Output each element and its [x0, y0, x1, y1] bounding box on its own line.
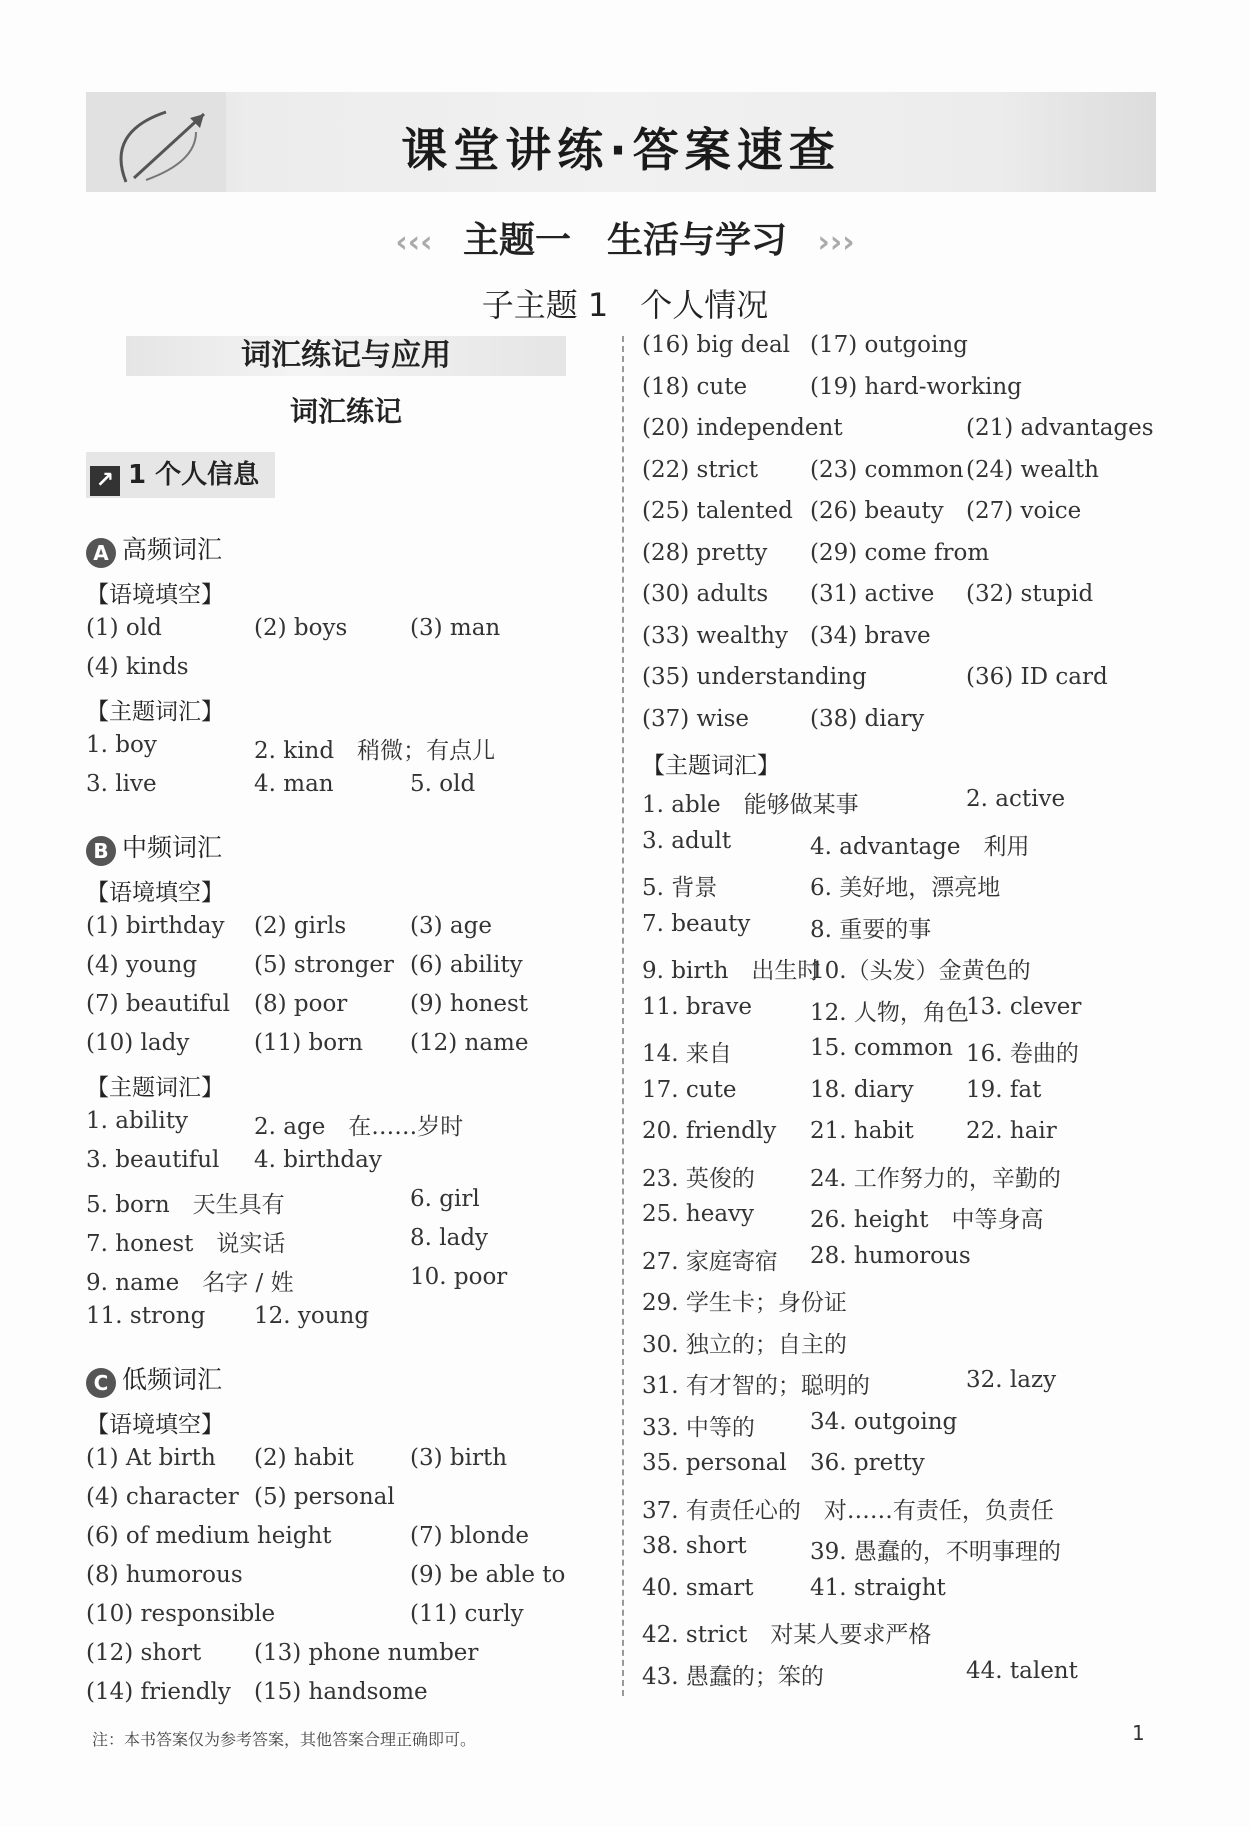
- answer-item: (7) blonde: [410, 1523, 529, 1549]
- answer-item: 28. humorous: [810, 1242, 971, 1269]
- context-fill-label: 【语境填空】: [86, 582, 224, 608]
- a-theme-answers: [86, 732, 606, 810]
- answer-item: 37. 有责任心的 对……有责任，负责任: [642, 1497, 1054, 1524]
- answer-item: (12) short: [86, 1640, 202, 1666]
- answer-item: 36. pretty: [810, 1450, 925, 1476]
- answer-row: [642, 1409, 1162, 1451]
- answer-row: [642, 623, 1162, 665]
- answer-item: (3) man: [410, 615, 501, 641]
- level-c-title: 低频词汇: [122, 1365, 223, 1394]
- answer-item: 3. live: [86, 771, 157, 797]
- answer-item: (26) beauty: [810, 498, 944, 524]
- answer-item: (1) birthday: [86, 913, 225, 939]
- answer-row: [642, 540, 1162, 582]
- answer-item: (1) At birth: [86, 1445, 216, 1471]
- answer-item: (35) understanding: [642, 664, 867, 690]
- answer-item: 18. diary: [810, 1076, 914, 1103]
- answer-item: 17. cute: [642, 1076, 737, 1103]
- answer-item: (11) curly: [410, 1601, 524, 1627]
- answer-item: 31. 有才智的；聪明的: [642, 1373, 870, 1399]
- answer-item: 41. straight: [810, 1574, 946, 1601]
- page-title: 课堂讲练·答案速查: [401, 123, 841, 177]
- answer-row: [642, 415, 1162, 457]
- answer-item: 5. 背景: [642, 875, 718, 901]
- answer-item: (19) hard-working: [810, 373, 1022, 400]
- answer-item: (24) wealth: [966, 456, 1099, 483]
- column-divider: [622, 336, 624, 1696]
- topic-left-deco: ‹‹‹: [395, 225, 433, 260]
- answer-item: (2) boys: [254, 615, 348, 641]
- answer-row: [86, 1445, 606, 1484]
- level-a-heading: [86, 530, 606, 568]
- answer-row: [642, 828, 1162, 870]
- theme-vocab-label: 【主题词汇】: [642, 753, 780, 779]
- c-context-answers-continued: [642, 332, 1162, 747]
- answer-item: 16. 卷曲的: [966, 1041, 1079, 1067]
- answer-item: (17) outgoing: [810, 332, 968, 358]
- answer-row: [642, 1118, 1162, 1160]
- answer-item: (15) handsome: [254, 1679, 428, 1705]
- theme-vocab-label: 【主题词汇】: [86, 1075, 224, 1101]
- answer-row: [86, 913, 606, 952]
- c-theme-answers: [642, 786, 1162, 1699]
- answer-item: 26. height 中等身高: [810, 1207, 1044, 1233]
- answer-item: 8. lady: [410, 1225, 489, 1251]
- answer-item: (20) independent: [642, 415, 843, 441]
- answer-item: 1. ability: [86, 1108, 188, 1134]
- answer-row: [642, 1575, 1162, 1617]
- answer-item: 42. strict 对某人要求严格: [642, 1622, 932, 1648]
- b-theme-answers: [86, 1108, 606, 1342]
- answer-item: (14) friendly: [86, 1679, 231, 1705]
- answer-row: [86, 1303, 606, 1342]
- answer-row: [86, 1679, 606, 1718]
- answer-item: (21) advantages: [966, 415, 1154, 441]
- category-arrow-icon: ↗: [90, 466, 120, 496]
- answer-item: (28) pretty: [642, 539, 768, 566]
- answer-item: 2. active: [966, 786, 1066, 812]
- answer-item: 10. poor: [410, 1264, 508, 1290]
- answer-item: 24. 工作努力的，辛勤的: [810, 1165, 1061, 1192]
- subtopic-heading: 子主题 1 个人情况: [481, 286, 769, 324]
- answer-item: (2) girls: [254, 913, 347, 939]
- answer-row: [86, 1186, 606, 1225]
- answer-item: (7) beautiful: [86, 991, 231, 1017]
- answer-item: (22) strict: [642, 456, 759, 483]
- answer-item: (8) humorous: [86, 1562, 243, 1588]
- answer-item: 32. lazy: [966, 1367, 1057, 1393]
- topic-heading: [0, 212, 1250, 263]
- answer-row: [86, 1225, 606, 1264]
- answer-item: (9) honest: [410, 991, 529, 1017]
- answer-item: (5) stronger: [254, 952, 394, 978]
- answer-item: 12. young: [254, 1303, 370, 1329]
- answer-row: [86, 1264, 606, 1303]
- page-number: 1: [1132, 1721, 1145, 1745]
- answer-item: (32) stupid: [966, 581, 1094, 607]
- answer-item: 4. man: [254, 771, 334, 797]
- answer-row: [642, 952, 1162, 994]
- answer-item: (23) common: [810, 456, 964, 483]
- answer-item: (9) be able to: [410, 1562, 566, 1588]
- answer-item: (27) voice: [966, 498, 1082, 524]
- answer-row: [86, 771, 606, 810]
- answer-item: (4) character: [86, 1484, 239, 1510]
- level-b-heading: [86, 828, 606, 866]
- answer-item: 3. adult: [642, 827, 732, 854]
- level-a-title: 高频词汇: [122, 535, 223, 564]
- answer-item: 40. smart: [642, 1574, 754, 1601]
- answer-row: [642, 1616, 1162, 1658]
- answer-row: [642, 1326, 1162, 1368]
- context-fill-label: 【语境填空】: [86, 1412, 224, 1438]
- b-context-answers: [86, 913, 606, 1069]
- answer-item: 11. brave: [642, 993, 752, 1020]
- answer-item: (29) come from: [810, 539, 990, 566]
- answer-item: 5. born 天生具有: [86, 1192, 285, 1218]
- answer-item: 4. birthday: [254, 1147, 382, 1173]
- answer-row: [642, 457, 1162, 499]
- answer-item: 7. honest 说实话: [86, 1231, 286, 1257]
- answer-item: 6. 美好地，漂亮地: [810, 875, 1001, 901]
- topic-label: 主题一 生活与学习: [462, 220, 787, 261]
- answer-item: (4) young: [86, 952, 198, 978]
- answer-row: [642, 1492, 1162, 1534]
- answer-item: (30) adults: [642, 581, 769, 607]
- answer-item: 39. 愚蠢的，不明事理的: [810, 1539, 1061, 1565]
- answer-row: [642, 1077, 1162, 1119]
- answer-item: 23. 英俊的: [642, 1165, 755, 1192]
- answer-row: [86, 1484, 606, 1523]
- answer-item: 2. kind 稍微；有点儿: [254, 738, 496, 764]
- answer-row: [86, 1562, 606, 1601]
- answer-row: [642, 498, 1162, 540]
- level-c-badge: C: [86, 1368, 116, 1398]
- answer-row: [86, 1601, 606, 1640]
- answer-item: 30. 独立的；自主的: [642, 1331, 847, 1358]
- category-title: [86, 452, 275, 498]
- answer-item: 9. birth 出生时: [642, 958, 821, 984]
- answer-row: [642, 1658, 1162, 1700]
- answer-item: (5) personal: [254, 1484, 395, 1510]
- answer-item: (33) wealthy: [642, 622, 788, 649]
- answer-item: (25) talented: [642, 498, 793, 524]
- answer-item: (34) brave: [810, 622, 931, 649]
- answer-item: (31) active: [810, 581, 935, 607]
- answer-row: [642, 1160, 1162, 1202]
- answer-item: 29. 学生卡；身份证: [642, 1290, 847, 1316]
- answer-item: 11. strong: [86, 1303, 206, 1329]
- answer-row: [642, 994, 1162, 1036]
- answer-row: [86, 615, 606, 654]
- answer-item: 33. 中等的: [642, 1414, 755, 1441]
- answer-item: (36) ID card: [966, 664, 1108, 690]
- answer-item: (6) ability: [410, 952, 523, 978]
- answer-item: (16) big deal: [642, 332, 791, 358]
- answer-row: [642, 581, 1162, 623]
- footnote: 注：本书答案仅为参考答案，其他答案合理正确即可。: [92, 1730, 477, 1749]
- answer-row: [86, 991, 606, 1030]
- answer-row: [642, 706, 1162, 748]
- answer-item: 5. old: [410, 771, 476, 797]
- answer-row: [642, 1284, 1162, 1326]
- answer-row: [642, 786, 1162, 828]
- answer-item: (1) old: [86, 615, 162, 641]
- answer-item: 2. age 在……岁时: [254, 1114, 464, 1140]
- category-label: 1 个人信息: [128, 460, 260, 490]
- answer-row: [642, 1201, 1162, 1243]
- answer-item: 43. 愚蠢的；笨的: [642, 1663, 824, 1690]
- level-c-heading: [86, 1360, 606, 1398]
- answer-row: [86, 1108, 606, 1147]
- c-context-answers: [86, 1445, 606, 1718]
- answer-item: 10.（头发）金黄色的: [810, 958, 1031, 984]
- level-b-badge: B: [86, 836, 116, 866]
- answer-item: (13) phone number: [254, 1640, 479, 1666]
- answer-row: [86, 654, 606, 693]
- answer-row: [642, 1450, 1162, 1492]
- answer-row: [642, 1035, 1162, 1077]
- answer-item: (18) cute: [642, 373, 748, 400]
- answer-item: (8) poor: [254, 991, 348, 1017]
- answer-item: 1. boy: [86, 732, 157, 758]
- answer-row: [86, 732, 606, 771]
- answer-item: 22. hair: [966, 1118, 1057, 1144]
- answer-item: (3) age: [410, 913, 492, 939]
- answer-item: 35. personal: [642, 1450, 787, 1476]
- section-title: 词汇练记与应用: [126, 336, 566, 376]
- answer-item: (4) kinds: [86, 654, 189, 680]
- section-subtitle: 词汇练记: [289, 395, 402, 428]
- answer-item: (10) lady: [86, 1030, 190, 1056]
- header-banner: [86, 92, 1156, 192]
- answer-row: [642, 911, 1162, 953]
- answer-item: (12) name: [410, 1030, 529, 1056]
- level-a-badge: A: [86, 538, 116, 568]
- topic-right-deco: ›››: [817, 225, 855, 260]
- answer-row: [642, 664, 1162, 706]
- answer-item: (6) of medium height: [86, 1523, 332, 1549]
- answer-item: (2) habit: [254, 1445, 354, 1471]
- answer-row: [642, 1533, 1162, 1575]
- answer-row: [86, 1523, 606, 1562]
- answer-item: 14. 来自: [642, 1041, 732, 1067]
- left-column: [86, 332, 606, 1718]
- answer-item: (11) born: [254, 1030, 363, 1056]
- answer-item: 20. friendly: [642, 1118, 777, 1144]
- answer-row: [642, 332, 1162, 374]
- a-context-answers: [86, 615, 606, 693]
- theme-vocab-label: 【主题词汇】: [86, 699, 224, 725]
- answer-item: 8. 重要的事: [810, 916, 932, 943]
- answer-item: 38. short: [642, 1533, 747, 1559]
- answer-item: 27. 家庭寄宿: [642, 1248, 778, 1275]
- answer-item: 6. girl: [410, 1186, 480, 1212]
- answer-item: 15. common: [810, 1035, 953, 1061]
- answer-item: 19. fat: [966, 1076, 1042, 1103]
- answer-row: [86, 1030, 606, 1069]
- answer-row: [86, 1640, 606, 1679]
- answer-item: 7. beauty: [642, 910, 751, 937]
- answer-item: 44. talent: [966, 1657, 1078, 1684]
- answer-item: 34. outgoing: [810, 1408, 958, 1435]
- answer-item: (10) responsible: [86, 1601, 276, 1627]
- answer-row: [86, 952, 606, 991]
- level-b-title: 中频词汇: [122, 833, 223, 862]
- answer-row: [642, 869, 1162, 911]
- answer-item: (38) diary: [810, 705, 925, 732]
- answer-item: (3) birth: [410, 1445, 508, 1471]
- answer-item: 3. beautiful: [86, 1147, 220, 1173]
- answer-row: [642, 374, 1162, 416]
- answer-item: 1. able 能够做某事: [642, 792, 859, 818]
- answer-row: [642, 1243, 1162, 1285]
- answer-item: 13. clever: [966, 993, 1082, 1020]
- answer-item: 9. name 名字 / 姓: [86, 1270, 294, 1296]
- answer-item: 21. habit: [810, 1118, 914, 1144]
- answer-item: 12. 人物，角色: [810, 999, 969, 1026]
- right-column: [642, 332, 1162, 1699]
- answer-row: [642, 1367, 1162, 1409]
- context-fill-label: 【语境填空】: [86, 880, 224, 906]
- answer-row: [86, 1147, 606, 1186]
- answer-item: (37) wise: [642, 705, 749, 732]
- answer-item: 4. advantage 利用: [810, 833, 1030, 860]
- answer-item: 25. heavy: [642, 1201, 755, 1227]
